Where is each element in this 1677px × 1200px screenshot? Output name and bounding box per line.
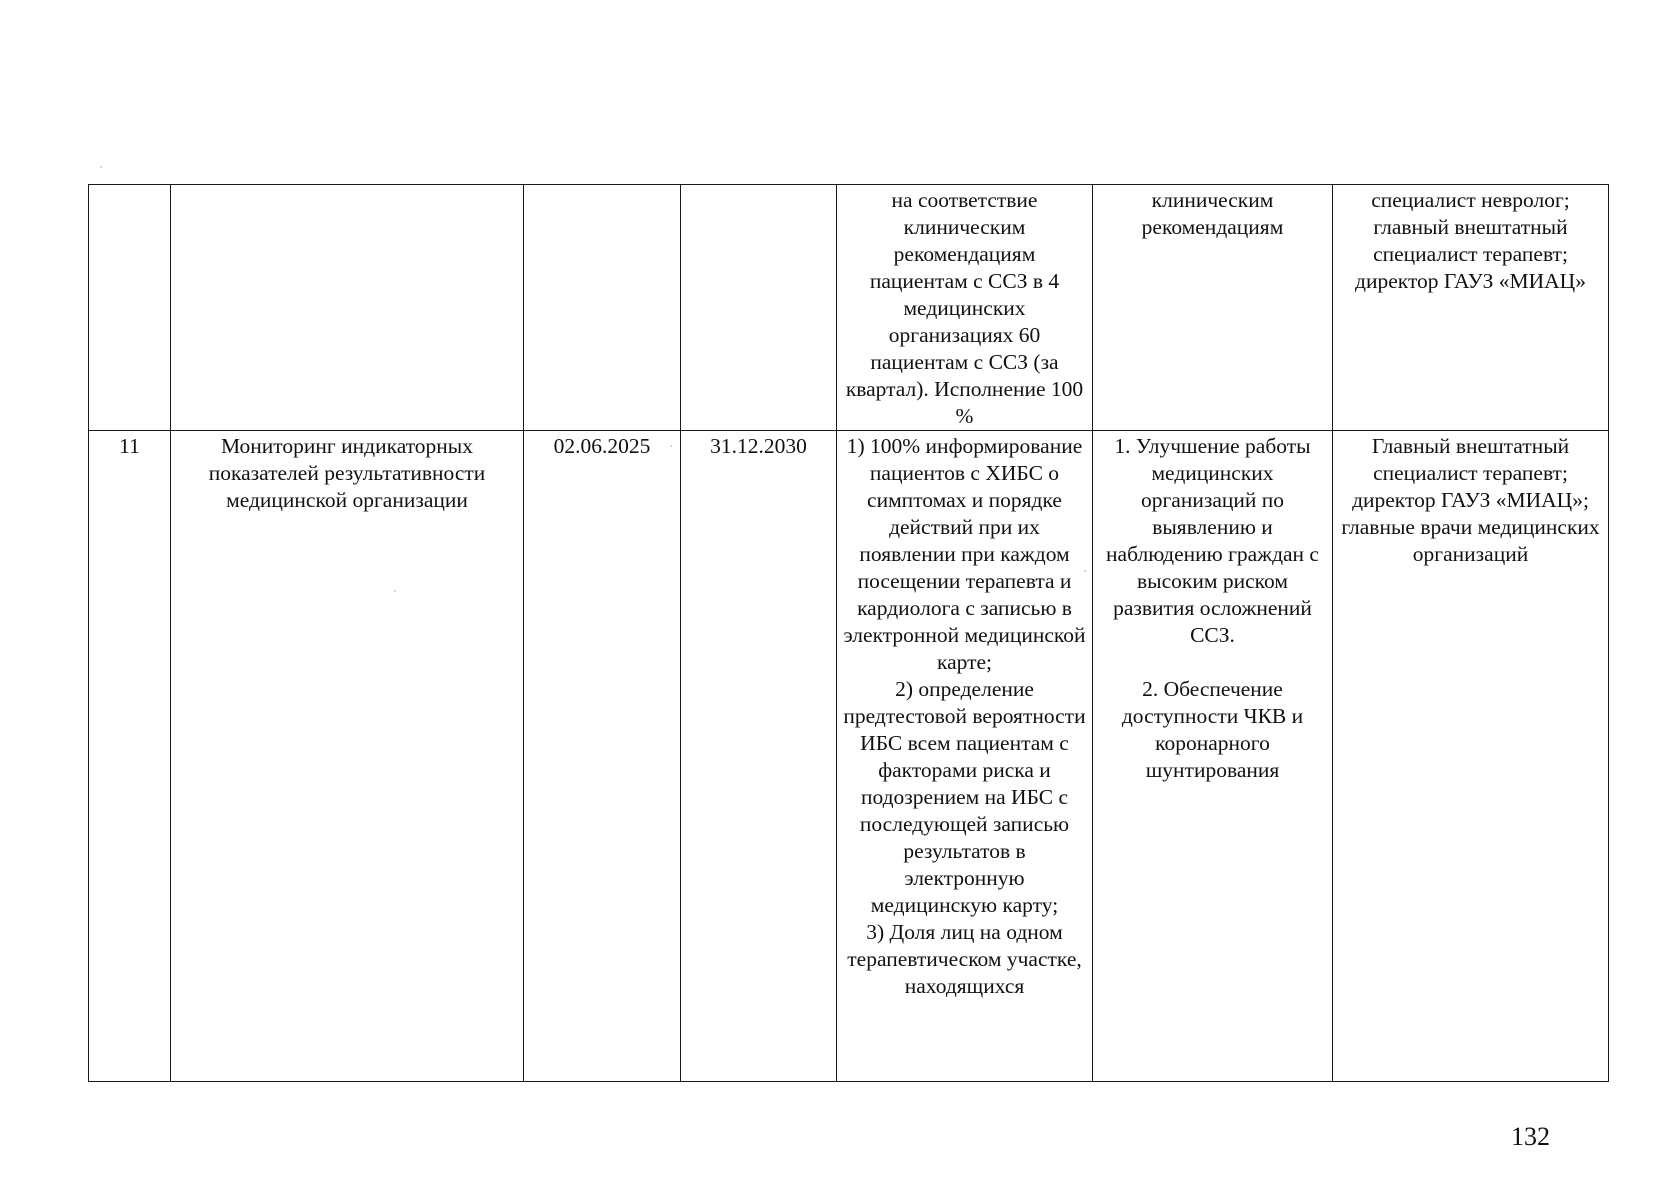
scan-speck [670,445,672,447]
table-row-continued [89,185,1609,431]
cell-result: 1) 100% информирование пациентов с ХИБС о симптомах и порядке действий при их появлении при каждом посещении терапевта и кардиолога с записью в электронной медицинской карте; 2) определение предтестовой вероятности ИБС всем пациентам с факторами риска и подозрением на ИБС с последующей записью результатов в электронную медицинскую карту; 3) Доля лиц на одном терапевтическом участке, находящихся [837,431,1093,1082]
scan-speck [394,590,396,592]
cell-end-date [681,185,837,431]
cell-start-date [524,185,681,431]
cell-effect: клиническим рекомендациям [1093,185,1333,431]
cell-end-date: 31.12.2030 [681,431,837,1082]
activity-plan-table [88,184,1609,1082]
cell-effect: 1. Улучшение работы медицинских организаций по выявлению и наблюдению граждан с высоким риском развития осложнений ССЗ. 2. Обеспечение доступности ЧКВ и коронарного шунтирования [1093,431,1333,1082]
scan-speck [1084,570,1086,572]
cell-start-date: 02.06.2025 [524,431,681,1082]
table-row-11 [89,431,1609,1082]
page-number: 132 [1511,1122,1550,1151]
cell-responsible: специалист невролог; главный внештатный специалист терапевт; директор ГАУЗ «МИАЦ» [1333,185,1609,431]
scan-speck [100,166,102,168]
cell-responsible: Главный внештатный специалист терапевт; директор ГАУЗ «МИАЦ»; главные врачи медицинских организаций [1333,431,1609,1082]
cell-result: на соответствие клиническим рекомендациям пациентам с ССЗ в 4 медицинских организациях 60 пациентам с ССЗ (за квартал). Исполнение 100 % [837,185,1093,431]
cell-number [89,185,171,431]
cell-activity: Мониторинг индикаторных показателей результативности медицинской организации [171,431,524,1082]
cell-number: 11 [89,431,171,1082]
cell-activity [171,185,524,431]
